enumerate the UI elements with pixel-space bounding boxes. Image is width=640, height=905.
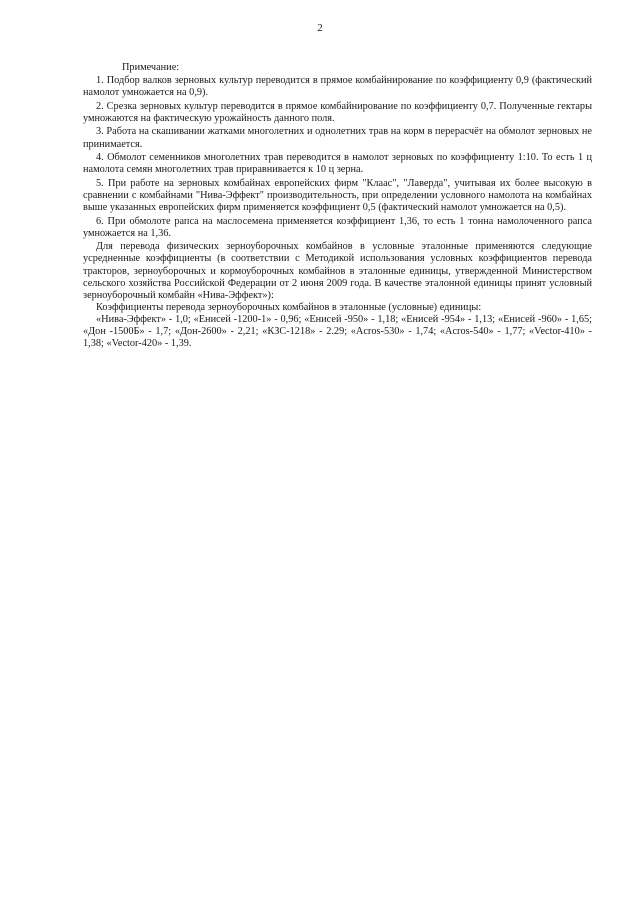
page-number: 2: [317, 22, 323, 34]
document-body: [83, 62, 592, 352]
note-item-1: 1. Подбор валков зерновых культур переводится в прямое комбайнирование по коэффициенту 0,9 (фактический намолот умножается на 0,9).: [83, 75, 592, 99]
note-item-6: 6. При обмолоте рапса на маслосемена применяется коэффициент 1,36, то есть 1 тонна намолоченного рапса умножается на 1,36.: [83, 215, 592, 239]
coefficients-list: «Нива-Эффект» - 1,0; «Енисей -1200-1» - 0,96; «Енисей -950» - 1,18; «Енисей -954» - 1,13; «Енисей -960» - 1,65; «Дон -1500Б» - 1,7; «Дон-2600» - 2,21; «КЗС-1218» - 2.29; «Acros-530» - 1,74; «Acros-540» - 1,77; «Vector-410» - 1,38; «Vector-420» - 1,39.: [83, 313, 592, 350]
note-item-2: 2. Срезка зерновых культур переводится в прямое комбайнирование по коэффициенту 0,7. Полученные гектары умножаются на фактическую урожайность данного поля.: [83, 100, 592, 124]
note-item-5: 5. При работе на зерновых комбайнах европейских фирм "Клаас", "Лаверда", учитывая их более высокую в сравнении с комбайнами "Нива-Эффект" производительность, при определении условного намолота на комбайнах выше указанных европейских фирм применяется коэффициент 0,5 (фактический намолот умножается на 0,5).: [83, 177, 592, 214]
note-item-4: 4. Обмолот семенников многолетних трав переводится в намолот зерновых по коэффициенту 1:10. То есть 1 ц намолота семян многолетних трав приравнивается к 10 ц зерна.: [83, 152, 592, 176]
conversion-intro: Для перевода физических зерноуборочных комбайнов в условные эталонные применяются следующие усредненные коэффициенты (в соответствии с Методикой использования условных коэффициентов перевода тракторов, зерноуборочных и кормоуборочных комбайнов в эталонные единицы, утвержденной Министерством сельского хозяйства Российской Федерации от 2 июня 2009 года. В качестве эталонной единицы принят условный зерноуборочный комбайн «Нива-Эффект»):: [83, 241, 592, 301]
note-item-3: 3. Работа на скашивании жатками многолетних и однолетних трав на корм в перерасчёт на обмолот зерновых не принимается.: [83, 126, 592, 150]
coefficients-heading: Коэффициенты перевода зерноуборочных комбайнов в эталонные (условные) единицы:: [96, 301, 482, 313]
note-heading: Примечание:: [122, 62, 180, 73]
